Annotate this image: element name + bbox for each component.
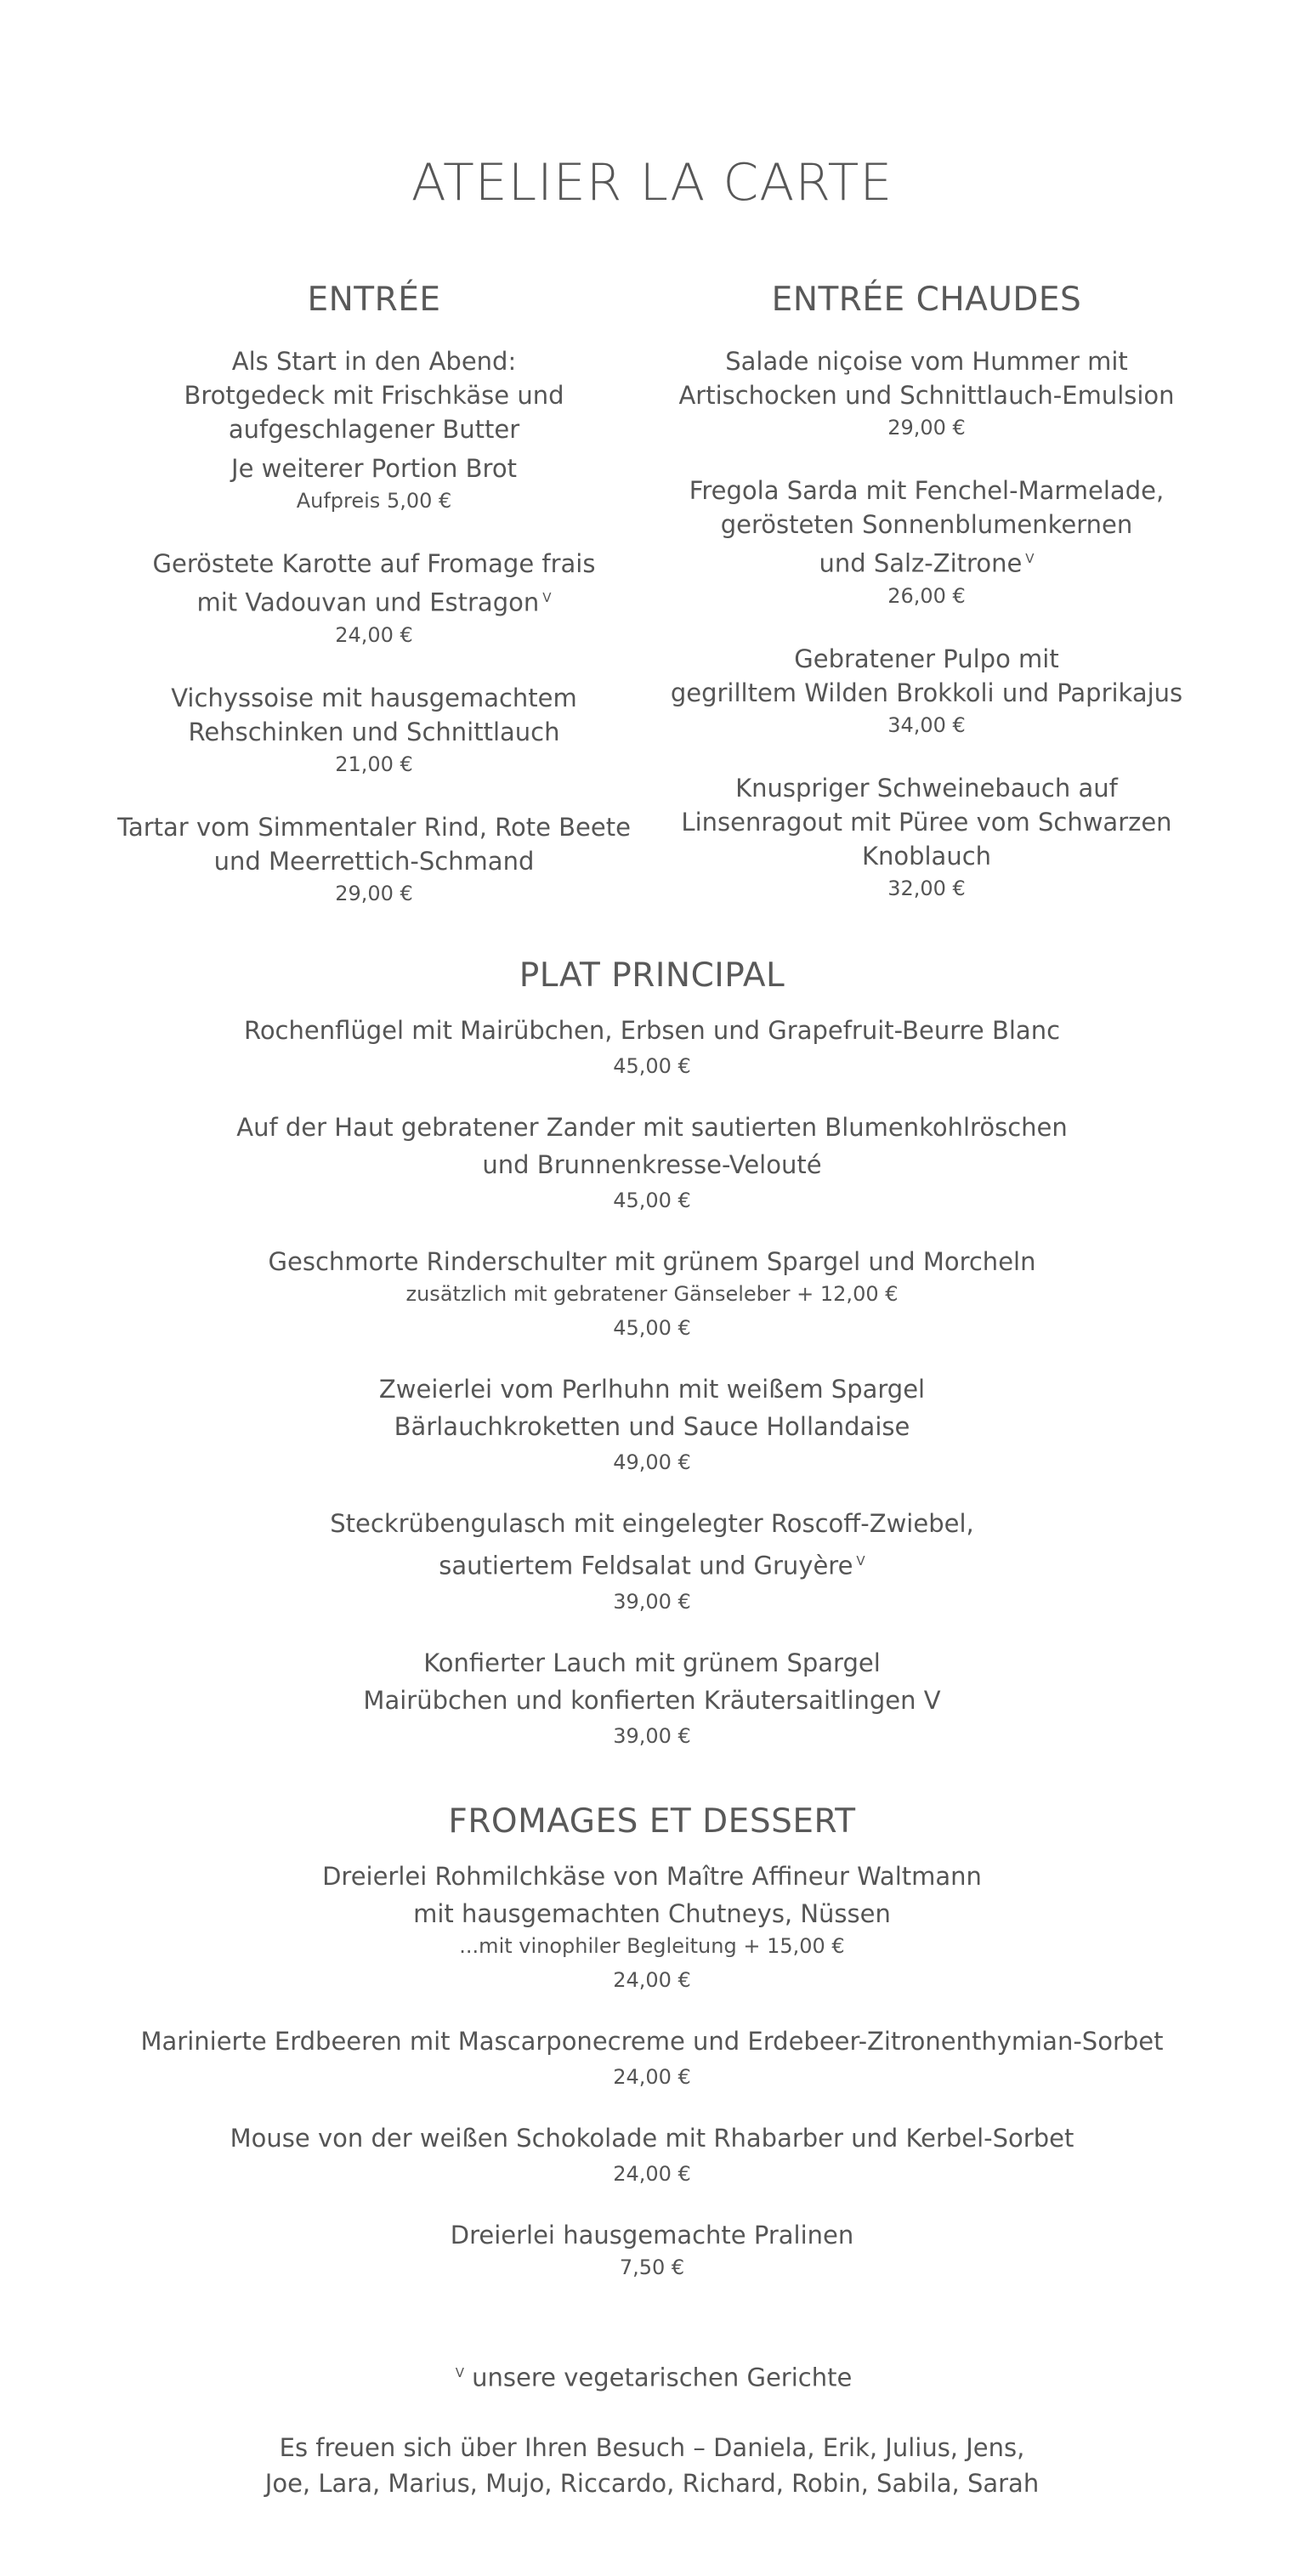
fromages-section <box>0 1802 1304 2308</box>
dish-price: 34,00 € <box>887 712 966 737</box>
dish-note: ...mit vinophiler Begleitung + 15,00 € <box>459 1934 845 1958</box>
dish-price: 45,00 € <box>613 1189 691 1212</box>
dish-price: 29,00 € <box>887 416 966 440</box>
dish-price: Aufpreis 5,00 € <box>296 489 452 513</box>
entree-start-item <box>68 344 680 516</box>
dish-line: Mouse von der weißen Schokolade mit Rhabarber und Kerbel-Sorbet <box>230 2124 1074 2153</box>
dish-line: Auf der Haut gebratener Zander mit sautierten Blumenkohlröschen <box>236 1113 1068 1142</box>
dish-line: gegrilltem Wilden Brokkoli und Paprikajus <box>670 678 1183 707</box>
dish-line: Tartar vom Simmentaler Rind, Rote Beete <box>117 812 631 842</box>
dish-price: 45,00 € <box>613 1054 691 1078</box>
dish-line: Bärlauchkroketten und Sauce Hollandaise <box>394 1412 910 1441</box>
dish-line: Gebratener Pulpo mit <box>794 644 1059 673</box>
dish-price: 32,00 € <box>887 876 966 900</box>
vegetarian-mark: V <box>455 2365 464 2380</box>
dish-line: Als Start in den Abend: <box>231 347 517 376</box>
vegetarian-legend: $^V$ unsere vegetarischen Gerichte <box>455 2363 853 2392</box>
menu-item <box>0 1506 1304 1620</box>
menu-item <box>0 1013 1304 1085</box>
menu-item <box>0 2024 1304 2096</box>
vegetarian-mark: V <box>542 590 552 605</box>
menu-item <box>0 2218 1304 2283</box>
fromages-heading: FROMAGES ET DESSERT <box>448 1802 856 1841</box>
dish-line: Konfierter Lauch mit grünem Spargel <box>423 1648 881 1677</box>
dish-extra: Je weiterer Portion Brot <box>231 454 517 483</box>
menu-item <box>621 344 1233 443</box>
thanks-line: Es freuen sich über Ihren Besuch – Daniela, Erik, Julius, Jens, <box>279 2432 1025 2462</box>
dish-line: Steckrübengulasch mit eingelegter Roscoff-Zwiebel, <box>330 1509 974 1538</box>
dish-line: und Brunnenkresse-Velouté <box>482 1150 822 1179</box>
thanks-line: Joe, Lara, Marius, Mujo, Riccardo, Richard, Robin, Sabila, Sarah <box>264 2468 1040 2498</box>
dish-line: sautiertem Feldsalat und Gruyère $^V$ <box>439 1551 865 1580</box>
dish-price: 7,50 € <box>619 2255 685 2279</box>
dish-price: 26,00 € <box>887 583 966 608</box>
plat-principal-section <box>0 956 1304 1780</box>
menu-item <box>0 1859 1304 1999</box>
menu-item <box>0 1245 1304 1347</box>
dish-line: Vichyssoise mit hausgemachtem <box>171 683 577 712</box>
dish-line: Brotgedeck mit Frischkäse und <box>184 381 564 410</box>
menu-item <box>0 1372 1304 1481</box>
menu-item <box>0 1110 1304 1219</box>
dish-line: mit hausgemachten Chutneys, Nüssen <box>413 1899 891 1928</box>
entree-column <box>68 281 680 939</box>
dish-line: Geröstete Karotte auf Fromage frais <box>152 549 596 578</box>
dish-price: 24,00 € <box>613 2162 691 2186</box>
vegetarian-mark: V <box>1025 551 1035 566</box>
dish-line: Geschmorte Rinderschulter mit grünem Spargel und Morcheln <box>268 1247 1036 1276</box>
dish-line: und Salz-Zitrone $^V$ <box>819 548 1035 578</box>
dish-line: Linsenragout mit Püree vom Schwarzen <box>681 807 1172 837</box>
dish-line: Marinierte Erdbeeren mit Mascarponecreme und Erdebeer-Zitronenthymian-Sorbet <box>140 2027 1164 2056</box>
menu-item <box>68 681 680 780</box>
dish-note: zusätzlich mit gebratener Gänseleber + 12,00 € <box>405 1282 899 1306</box>
dish-line: Artischocken und Schnittlauch-Emulsion <box>678 381 1175 410</box>
dish-price: 39,00 € <box>613 1723 691 1748</box>
menu-item <box>0 1646 1304 1755</box>
menu-item <box>68 810 680 909</box>
dish-line: und Meerrettich-Schmand <box>213 846 535 876</box>
chaudes-heading: ENTRÉE CHAUDES <box>771 281 1082 319</box>
dish-price: 39,00 € <box>613 1589 691 1614</box>
dish-line: Knoblauch <box>861 841 992 871</box>
dish-price: 29,00 € <box>335 881 413 905</box>
dish-line: Rehschinken und Schnittlauch <box>188 717 560 746</box>
dish-price: 24,00 € <box>613 1968 691 1992</box>
dish-line: aufgeschlagener Butter <box>228 415 520 444</box>
dish-line: Dreierlei hausgemachte Pralinen <box>450 2221 854 2250</box>
dish-price: 49,00 € <box>613 1450 691 1474</box>
menu-item <box>68 547 680 650</box>
menu-footer <box>0 2355 1304 2501</box>
dish-line: gerösteten Sonnenblumenkernen <box>720 510 1133 539</box>
dish-line: mit Vadouvan und Estragon $^V$ <box>196 587 552 617</box>
dish-line: Fregola Sarda mit Fenchel-Marmelade, <box>689 476 1165 505</box>
menu-item <box>621 474 1233 611</box>
menu-title: ATELIER LA CARTE <box>411 153 893 213</box>
chaudes-column <box>621 281 1233 934</box>
menu-item <box>621 642 1233 740</box>
dish-line: Knuspriger Schweinebauch auf <box>735 773 1118 803</box>
dish-price: 24,00 € <box>613 2065 691 2089</box>
dish-line: Mairübchen und konfierten Kräutersaitlingen V <box>363 1685 941 1715</box>
vegetarian-mark: V <box>856 1553 865 1569</box>
menu-item <box>0 2121 1304 2193</box>
dish-price: 45,00 € <box>613 1316 691 1340</box>
dish-price: 24,00 € <box>335 622 413 647</box>
dish-price: 21,00 € <box>335 752 413 776</box>
plat-heading: PLAT PRINCIPAL <box>519 956 785 995</box>
entree-heading: ENTRÉE <box>307 281 441 319</box>
dish-line: Salade niçoise vom Hummer mit <box>725 347 1128 376</box>
dish-line: Zweierlei vom Perlhuhn mit weißem Spargel <box>378 1375 926 1404</box>
dish-line: Rochenflügel mit Mairübchen, Erbsen und Grapefruit-Beurre Blanc <box>243 1016 1061 1045</box>
menu-item <box>621 771 1233 904</box>
dish-line: Dreierlei Rohmilchkäse von Maître Affineur Waltmann <box>322 1862 982 1891</box>
